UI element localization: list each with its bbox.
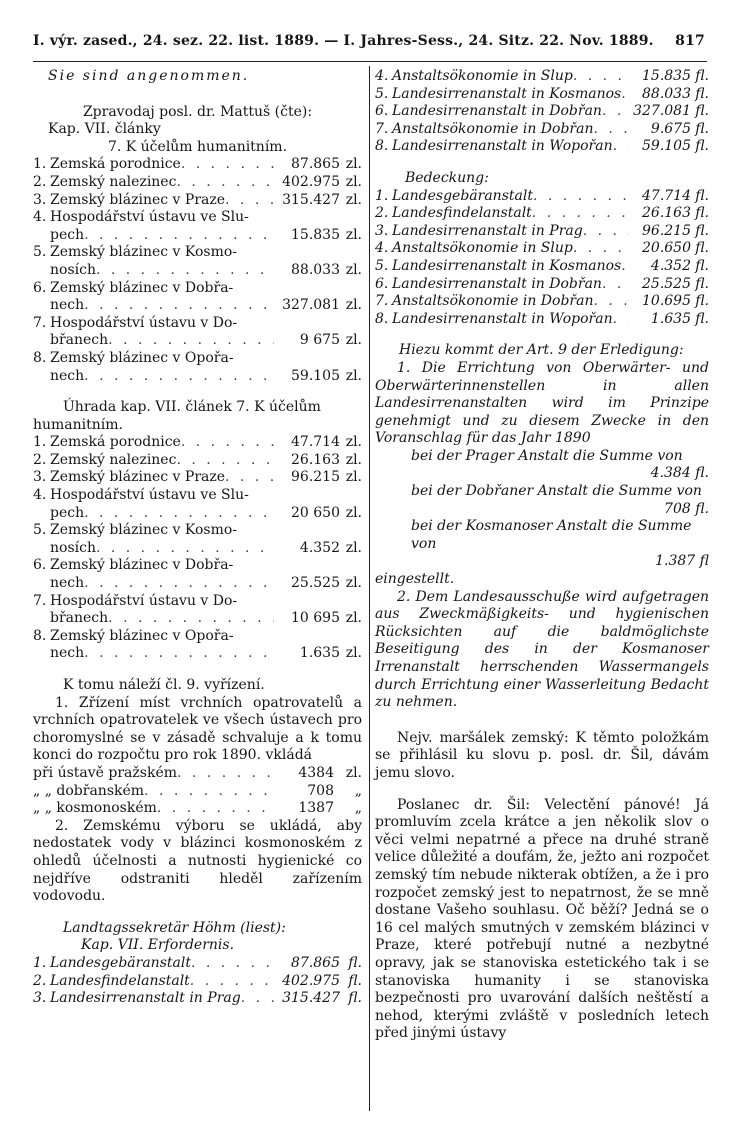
- allocation-unit: „: [354, 800, 362, 817]
- item-amount: 10.695: [642, 293, 691, 310]
- item-label: Zemský nalezinec: [50, 173, 177, 190]
- allocation-list: [33, 765, 362, 818]
- item-currency: fl.: [348, 954, 362, 971]
- item-currency: fl.: [695, 187, 709, 204]
- budget-item-first-line: [33, 487, 362, 505]
- item-number: 6.: [375, 103, 389, 120]
- budget-list-de: [33, 955, 362, 1008]
- leader-dots: [84, 368, 274, 386]
- item-number: 1.: [33, 434, 47, 451]
- allocation-label: „ „ kosmonoském: [33, 800, 157, 817]
- leader-dots: [84, 505, 274, 523]
- item-amount: 327.081: [633, 103, 691, 120]
- budget-item-continuation: [33, 227, 362, 245]
- item-amount: 88.033: [642, 85, 691, 102]
- leader-dots: [96, 540, 274, 558]
- item-number: 6.: [33, 279, 47, 296]
- leader-dots: [84, 575, 274, 593]
- item-number: 4.: [33, 209, 47, 226]
- item-currency: fl.: [695, 310, 709, 327]
- allocation-label: při ústavě pražském: [33, 764, 178, 781]
- item-number: 8.: [33, 627, 47, 644]
- leader-dots: [108, 332, 274, 350]
- item-number: 6.: [33, 557, 47, 574]
- item-number: 3.: [33, 191, 47, 208]
- budget-item-first-line: [33, 209, 362, 227]
- budget-item: [33, 990, 362, 1008]
- allocation-row: [33, 783, 362, 801]
- item-currency: zl.: [345, 156, 362, 173]
- item-label: Landesirrenanstalt in Wopořan: [392, 310, 613, 327]
- item-number: 4.: [33, 487, 47, 504]
- leader-dots: [191, 955, 274, 973]
- item-number: 3.: [33, 990, 47, 1007]
- item-currency: zl.: [345, 173, 362, 190]
- budget-item-continuation: [33, 262, 362, 280]
- budget-list-de-continued: [375, 68, 709, 156]
- leader-dots: [84, 645, 274, 663]
- item-currency: zl.: [345, 539, 362, 556]
- item-label-cont: břanech: [50, 610, 109, 627]
- leader-dots: [241, 990, 274, 1008]
- item-amount: 327.081: [282, 297, 340, 314]
- item-label: Zemský blázinec v Kosmo-: [50, 244, 238, 261]
- allocation-unit: „: [354, 782, 362, 799]
- leader-dots: [602, 276, 629, 294]
- item-label: Landesgebäranstalt: [392, 187, 533, 204]
- item-currency: zl.: [345, 434, 362, 451]
- item-number: 5.: [33, 244, 47, 261]
- item-number: 4.: [375, 68, 389, 84]
- budget-item-continuation: [33, 540, 362, 558]
- allocation-amount: 708: [307, 782, 334, 799]
- item-number: 7.: [375, 293, 389, 310]
- item-label: Zemský blázinec v Praze: [50, 191, 226, 208]
- allocation-kosmanos-amount: 1.387 fl: [655, 553, 709, 570]
- leader-dots: [181, 156, 274, 174]
- item-label: Anstaltsökonomie in Slup: [392, 68, 573, 84]
- budget-item: [375, 258, 709, 276]
- leader-dots: [533, 188, 629, 206]
- coverage-heading-de: Bedeckung:: [405, 169, 489, 186]
- deputy-speech: Poslanec dr. Šil: Velectění pánové! Já promluvím zcela krátce a jen několik slov o věci velmi nepatrné a přece na druhé straně velice důležité a doufám, že, ježto ani rozpočet zemský tím nebude nikterak obtížen, a že i pro rozpočet zemský jest to nepatrnost, že se mně dostane Vašeho souhlasu. Oč běží? Jedná se o 16 cel malých smutných v zemském blázinci v Praze, které potřebují nutné a nezbytné opravy, jak se stanoviska estetického tak i se stanoviska humanity i se stanoviska bezpečnosti pro uvarování dalších neštěstí a nehod, kterými zvláště v posledních letech před jinými ústavy: [375, 796, 709, 1042]
- budget-item-first-line: [33, 628, 362, 646]
- item-number: 7.: [33, 592, 47, 609]
- page-number: 817: [675, 33, 705, 49]
- item-label: Anstaltsökonomie in Slup: [392, 240, 573, 257]
- item-amount: 15.835: [291, 226, 340, 243]
- allocation-row: [33, 800, 362, 818]
- leader-dots: [181, 434, 274, 452]
- budget-item: [33, 174, 362, 192]
- item-amount: 15.835: [642, 68, 691, 84]
- leader-dots: [593, 121, 629, 139]
- item-currency: fl.: [695, 138, 709, 155]
- allocation-dobran: bei der Dobřaner Anstalt die Summe von: [411, 483, 702, 500]
- item-currency: zl.: [345, 610, 362, 627]
- resolution-paragraph-de-2: 2. Dem Landesausschuße wird aufgetragen aus Zweckmäßigkeits- und hygienischen Rücksichten auf die baldmöglichste Beseitigung des in der Kosmanoser Irrenanstalt herrschenden Wassermangels durch Errichtung einer Wasserleitung Bedacht zu nehmen.: [375, 588, 709, 711]
- item-amount: 4.352: [299, 539, 340, 556]
- item-number: 8.: [375, 310, 389, 327]
- item-label: Landesirrenanstalt in Wopořan: [392, 138, 613, 155]
- item-label: Zemská porodnice: [50, 156, 181, 173]
- item-number: 8.: [33, 349, 47, 366]
- budget-item: [33, 192, 362, 210]
- item-currency: fl.: [348, 972, 362, 989]
- item-label-cont: nosích: [50, 539, 96, 556]
- item-currency: fl.: [695, 275, 709, 292]
- item-number: 3.: [33, 469, 47, 486]
- chapter-title: Kap. VII. články: [48, 121, 161, 138]
- item-amount: 402.975: [282, 173, 340, 190]
- item-label: Landesirrenanstalt in Dobřan: [392, 275, 602, 292]
- resolution-paragraph-1: 1. Zřízení míst vrchních opatrovatelů a vrchních opatrovatelek ve všech ústavech pro choromyslné se v zásadě schvaluje a k tomu konci do rozpočtu pro rok 1890. vkládá: [33, 694, 362, 764]
- item-amount: 26.163: [291, 451, 340, 468]
- item-amount: 20.650: [642, 240, 691, 257]
- item-amount: 87.865: [291, 954, 340, 971]
- item-currency: fl.: [695, 257, 709, 274]
- item-label: Zemský blázinec v Praze: [50, 469, 226, 486]
- budget-item-continuation: [33, 332, 362, 350]
- budget-item: [375, 205, 709, 223]
- item-amount: 25.525: [291, 575, 340, 592]
- item-currency: zl.: [345, 575, 362, 592]
- page-header: [33, 33, 705, 59]
- budget-item-continuation: [33, 645, 362, 663]
- item-label: Hospodářství ústavu v Do-: [50, 592, 238, 609]
- left-column: [33, 68, 362, 1008]
- resolution-paragraph-de-1: 1. Die Errichtung von Oberwärter- und Oberwärterinnenstellen in allen Landesirrenanstalten wird im Prinzipe genehmigt und zu diesem Zwecke in den Voranschlag für das Jahr 1890: [375, 359, 709, 447]
- item-currency: zl.: [345, 191, 362, 208]
- item-amount: 26.163: [642, 205, 691, 222]
- leader-dots: [613, 311, 629, 329]
- leader-dots: [176, 174, 274, 192]
- header-rule: [33, 61, 707, 62]
- item-currency: fl.: [695, 85, 709, 102]
- item-number: 1.: [33, 156, 47, 173]
- item-currency: fl.: [695, 222, 709, 239]
- budget-item-first-line: [33, 350, 362, 368]
- item-amount: 315.427: [282, 990, 340, 1007]
- item-number: 5.: [375, 85, 389, 102]
- item-currency: fl.: [695, 120, 709, 137]
- item-currency: zl.: [345, 332, 362, 349]
- item-label: Zemský blázinec v Opořa-: [50, 349, 234, 366]
- allocation-dobran-amount: 708 fl.: [664, 500, 709, 517]
- item-label: Zemský blázinec v Dobřa-: [50, 279, 234, 296]
- leader-dots: [190, 973, 274, 991]
- budget-item: [33, 955, 362, 973]
- budget-item: [33, 434, 362, 452]
- item-amount: 402.975: [282, 972, 340, 989]
- allocation-label: „ „ dobřanském: [33, 782, 145, 799]
- budget-item: [375, 103, 709, 121]
- item-label: Zemský blázinec v Opořa-: [50, 627, 234, 644]
- leader-dots: [573, 240, 629, 258]
- leader-dots: [613, 138, 629, 156]
- item-amount: 47.714: [642, 187, 691, 204]
- item-currency: zl.: [345, 645, 362, 662]
- leader-dots: [177, 765, 274, 783]
- item-number: 2.: [33, 972, 47, 989]
- item-currency: zl.: [345, 451, 362, 468]
- item-label: Landesirrenanstalt in Kosmanos: [392, 85, 622, 102]
- leader-dots: [621, 86, 629, 104]
- allocation-amount: 4384: [298, 764, 334, 781]
- budget-item-first-line: [33, 315, 362, 333]
- item-currency: fl.: [695, 103, 709, 120]
- item-label: Zemský blázinec v Kosmo-: [50, 522, 238, 539]
- item-label: Zemský blázinec v Dobřa-: [50, 557, 234, 574]
- item-amount: 59.105: [291, 367, 340, 384]
- item-label: Landesgebäranstalt: [50, 954, 191, 971]
- leader-dots: [108, 610, 274, 628]
- item-number: 1.: [33, 954, 47, 971]
- item-label: Landesirrenanstalt in Dobřan: [392, 103, 602, 120]
- item-amount: 47.714: [291, 434, 340, 451]
- item-currency: zl.: [345, 469, 362, 486]
- budget-item-continuation: [33, 505, 362, 523]
- budget-item-continuation: [33, 297, 362, 315]
- budget-item: [375, 121, 709, 139]
- budget-item: [375, 68, 709, 86]
- item-amount: 9 675: [299, 332, 340, 349]
- item-amount: 10 695: [291, 610, 340, 627]
- allocation-kosmanos: bei der Kosmanoser Anstalt die Summe von: [411, 518, 692, 552]
- leader-dots: [84, 297, 274, 315]
- chapter-title-de: Kap. VII. Erfordernis.: [81, 937, 235, 954]
- leader-dots: [225, 469, 274, 487]
- item-currency: zl.: [345, 297, 362, 314]
- item-label-cont: nech: [50, 297, 85, 314]
- item-number: 4.: [375, 240, 389, 257]
- item-label: Hospodářství ústavu ve Slu-: [50, 209, 249, 226]
- marshal-speech: Nejv. maršálek zemský: K těmto položkám se přihlásil ku slovu p. posl. dr. Šil, dávám jemu slovo.: [375, 729, 709, 781]
- leader-dots: [532, 205, 629, 223]
- item-number: 1.: [375, 187, 389, 204]
- coverage-heading: Úhrada kap. VII. článek 7. K účelům: [63, 399, 321, 416]
- leader-dots: [583, 223, 629, 241]
- item-amount: 9.675: [650, 120, 691, 137]
- item-amount: 315.427: [282, 191, 340, 208]
- resolution-heading: K tomu náleží čl. 9. vyřízení.: [63, 677, 265, 693]
- item-number: 2.: [33, 173, 47, 190]
- item-number: 2.: [33, 451, 47, 468]
- item-number: 3.: [375, 222, 389, 239]
- item-currency: zl.: [345, 367, 362, 384]
- item-amount: 88.033: [291, 261, 340, 278]
- item-number: 2.: [375, 205, 389, 222]
- item-number: 7.: [33, 314, 47, 331]
- leader-dots: [573, 68, 629, 86]
- item-label: Landesirrenanstalt in Prag: [392, 222, 583, 239]
- item-amount: 96.215: [642, 222, 691, 239]
- budget-item-continuation: [33, 368, 362, 386]
- allocation-prague: bei der Prager Anstalt die Summe von: [411, 447, 683, 464]
- column-divider: [369, 66, 370, 1111]
- item-label: Landesfindelanstalt: [50, 972, 190, 989]
- allocation-amount: 1387: [298, 800, 334, 817]
- reporter-line: Zpravodaj posl. dr. Mattuš (čte):: [82, 103, 313, 120]
- budget-item: [375, 86, 709, 104]
- resolution-heading-de: Hiezu kommt der Art. 9 der Erledigung:: [399, 342, 684, 359]
- item-label: Landesirrenanstalt in Kosmanos: [392, 257, 622, 274]
- allocation-prague-amount: 4.384 fl.: [650, 465, 709, 482]
- leader-dots: [96, 262, 274, 280]
- item-amount: 4.352: [650, 257, 691, 274]
- item-label: Zemský nalezinec: [50, 451, 177, 468]
- item-currency: fl.: [695, 293, 709, 310]
- secretary-line: Landtagssekretär Höhm (liest):: [63, 919, 286, 936]
- budget-list-requirement: [33, 156, 362, 385]
- intro-line: Sie sind angenommen.: [48, 68, 250, 84]
- item-label: Zemská porodnice: [50, 434, 181, 451]
- budget-item-first-line: [33, 280, 362, 298]
- item-currency: fl.: [348, 990, 362, 1007]
- item-label-cont: břanech: [50, 332, 109, 349]
- resolution-paragraph-2: 2. Zemskému výboru se ukládá, aby nedostatek vody v blázinci kosmonoském z ohledů účelnosti a nutnosti hygienické co nejdříve odstraniti hleděl zařízením vodovodu.: [33, 817, 362, 905]
- budget-item: [375, 311, 709, 329]
- item-amount: 1.635: [299, 645, 340, 662]
- budget-item-first-line: [33, 522, 362, 540]
- item-label: Landesfindelanstalt: [392, 205, 532, 222]
- item-amount: 25.525: [642, 275, 691, 292]
- header-title: I. výr. zased., 24. sez. 22. list. 1889. — I. Jahres-Sess., 24. Sitz. 22. Nov. 1889.: [33, 33, 654, 49]
- budget-item: [33, 156, 362, 174]
- item-label: Anstaltsökonomie in Dobřan: [392, 120, 594, 137]
- allocation-row: [33, 765, 362, 783]
- item-amount: 59.105: [642, 138, 691, 155]
- item-label: Hospodářství ústavu ve Slu-: [50, 487, 249, 504]
- item-label-cont: pech: [50, 504, 85, 521]
- budget-item: [375, 223, 709, 241]
- item-currency: fl.: [695, 68, 709, 84]
- budget-item: [33, 469, 362, 487]
- leader-dots: [84, 227, 274, 245]
- leader-dots: [621, 258, 629, 276]
- item-number: 6.: [375, 275, 389, 292]
- leader-dots: [225, 192, 274, 210]
- leader-dots: [144, 783, 274, 801]
- budget-item: [375, 276, 709, 294]
- item-label: Hospodářství ústavu v Do-: [50, 314, 238, 331]
- leader-dots: [593, 293, 629, 311]
- budget-item: [375, 293, 709, 311]
- budget-item-first-line: [33, 593, 362, 611]
- item-currency: fl.: [695, 240, 709, 257]
- budget-item: [375, 240, 709, 258]
- budget-item-first-line: [33, 557, 362, 575]
- item-number: 8.: [375, 138, 389, 155]
- budget-item: [33, 452, 362, 470]
- budget-item: [375, 188, 709, 206]
- budget-item-continuation: [33, 575, 362, 593]
- item-label: Landesirrenanstalt in Prag: [50, 990, 241, 1007]
- item-label-cont: nech: [50, 367, 85, 384]
- item-number: 5.: [33, 522, 47, 539]
- budget-item: [375, 138, 709, 156]
- item-number: 5.: [375, 257, 389, 274]
- item-label-cont: nosích: [50, 261, 96, 278]
- coverage-heading-cont: humanitním.: [33, 416, 123, 433]
- item-currency: zl.: [345, 226, 362, 243]
- item-currency: zl.: [345, 504, 362, 521]
- item-currency: zl.: [345, 261, 362, 278]
- item-currency: fl.: [695, 205, 709, 222]
- item-amount: 1.635: [650, 310, 691, 327]
- chapter-subtitle: 7. K účelům humanitním.: [107, 138, 288, 155]
- item-label-cont: pech: [50, 226, 85, 243]
- right-column: [375, 68, 709, 1043]
- item-label-cont: nech: [50, 575, 85, 592]
- leader-dots: [157, 800, 274, 818]
- leader-dots: [176, 452, 274, 470]
- allocation-unit: zl.: [345, 764, 362, 781]
- budget-list-coverage-de: [375, 188, 709, 329]
- item-number: 7.: [375, 120, 389, 137]
- item-label: Anstaltsökonomie in Dobřan: [392, 293, 594, 310]
- item-amount: 87.865: [291, 156, 340, 173]
- item-label-cont: nech: [50, 645, 85, 662]
- budget-item-continuation: [33, 610, 362, 628]
- budget-list-coverage: [33, 434, 362, 663]
- budget-item: [33, 973, 362, 991]
- item-amount: 96.215: [291, 469, 340, 486]
- leader-dots: [602, 103, 629, 121]
- allocation-closing: eingestellt.: [375, 571, 455, 588]
- item-amount: 20 650: [291, 504, 340, 521]
- budget-item-first-line: [33, 244, 362, 262]
